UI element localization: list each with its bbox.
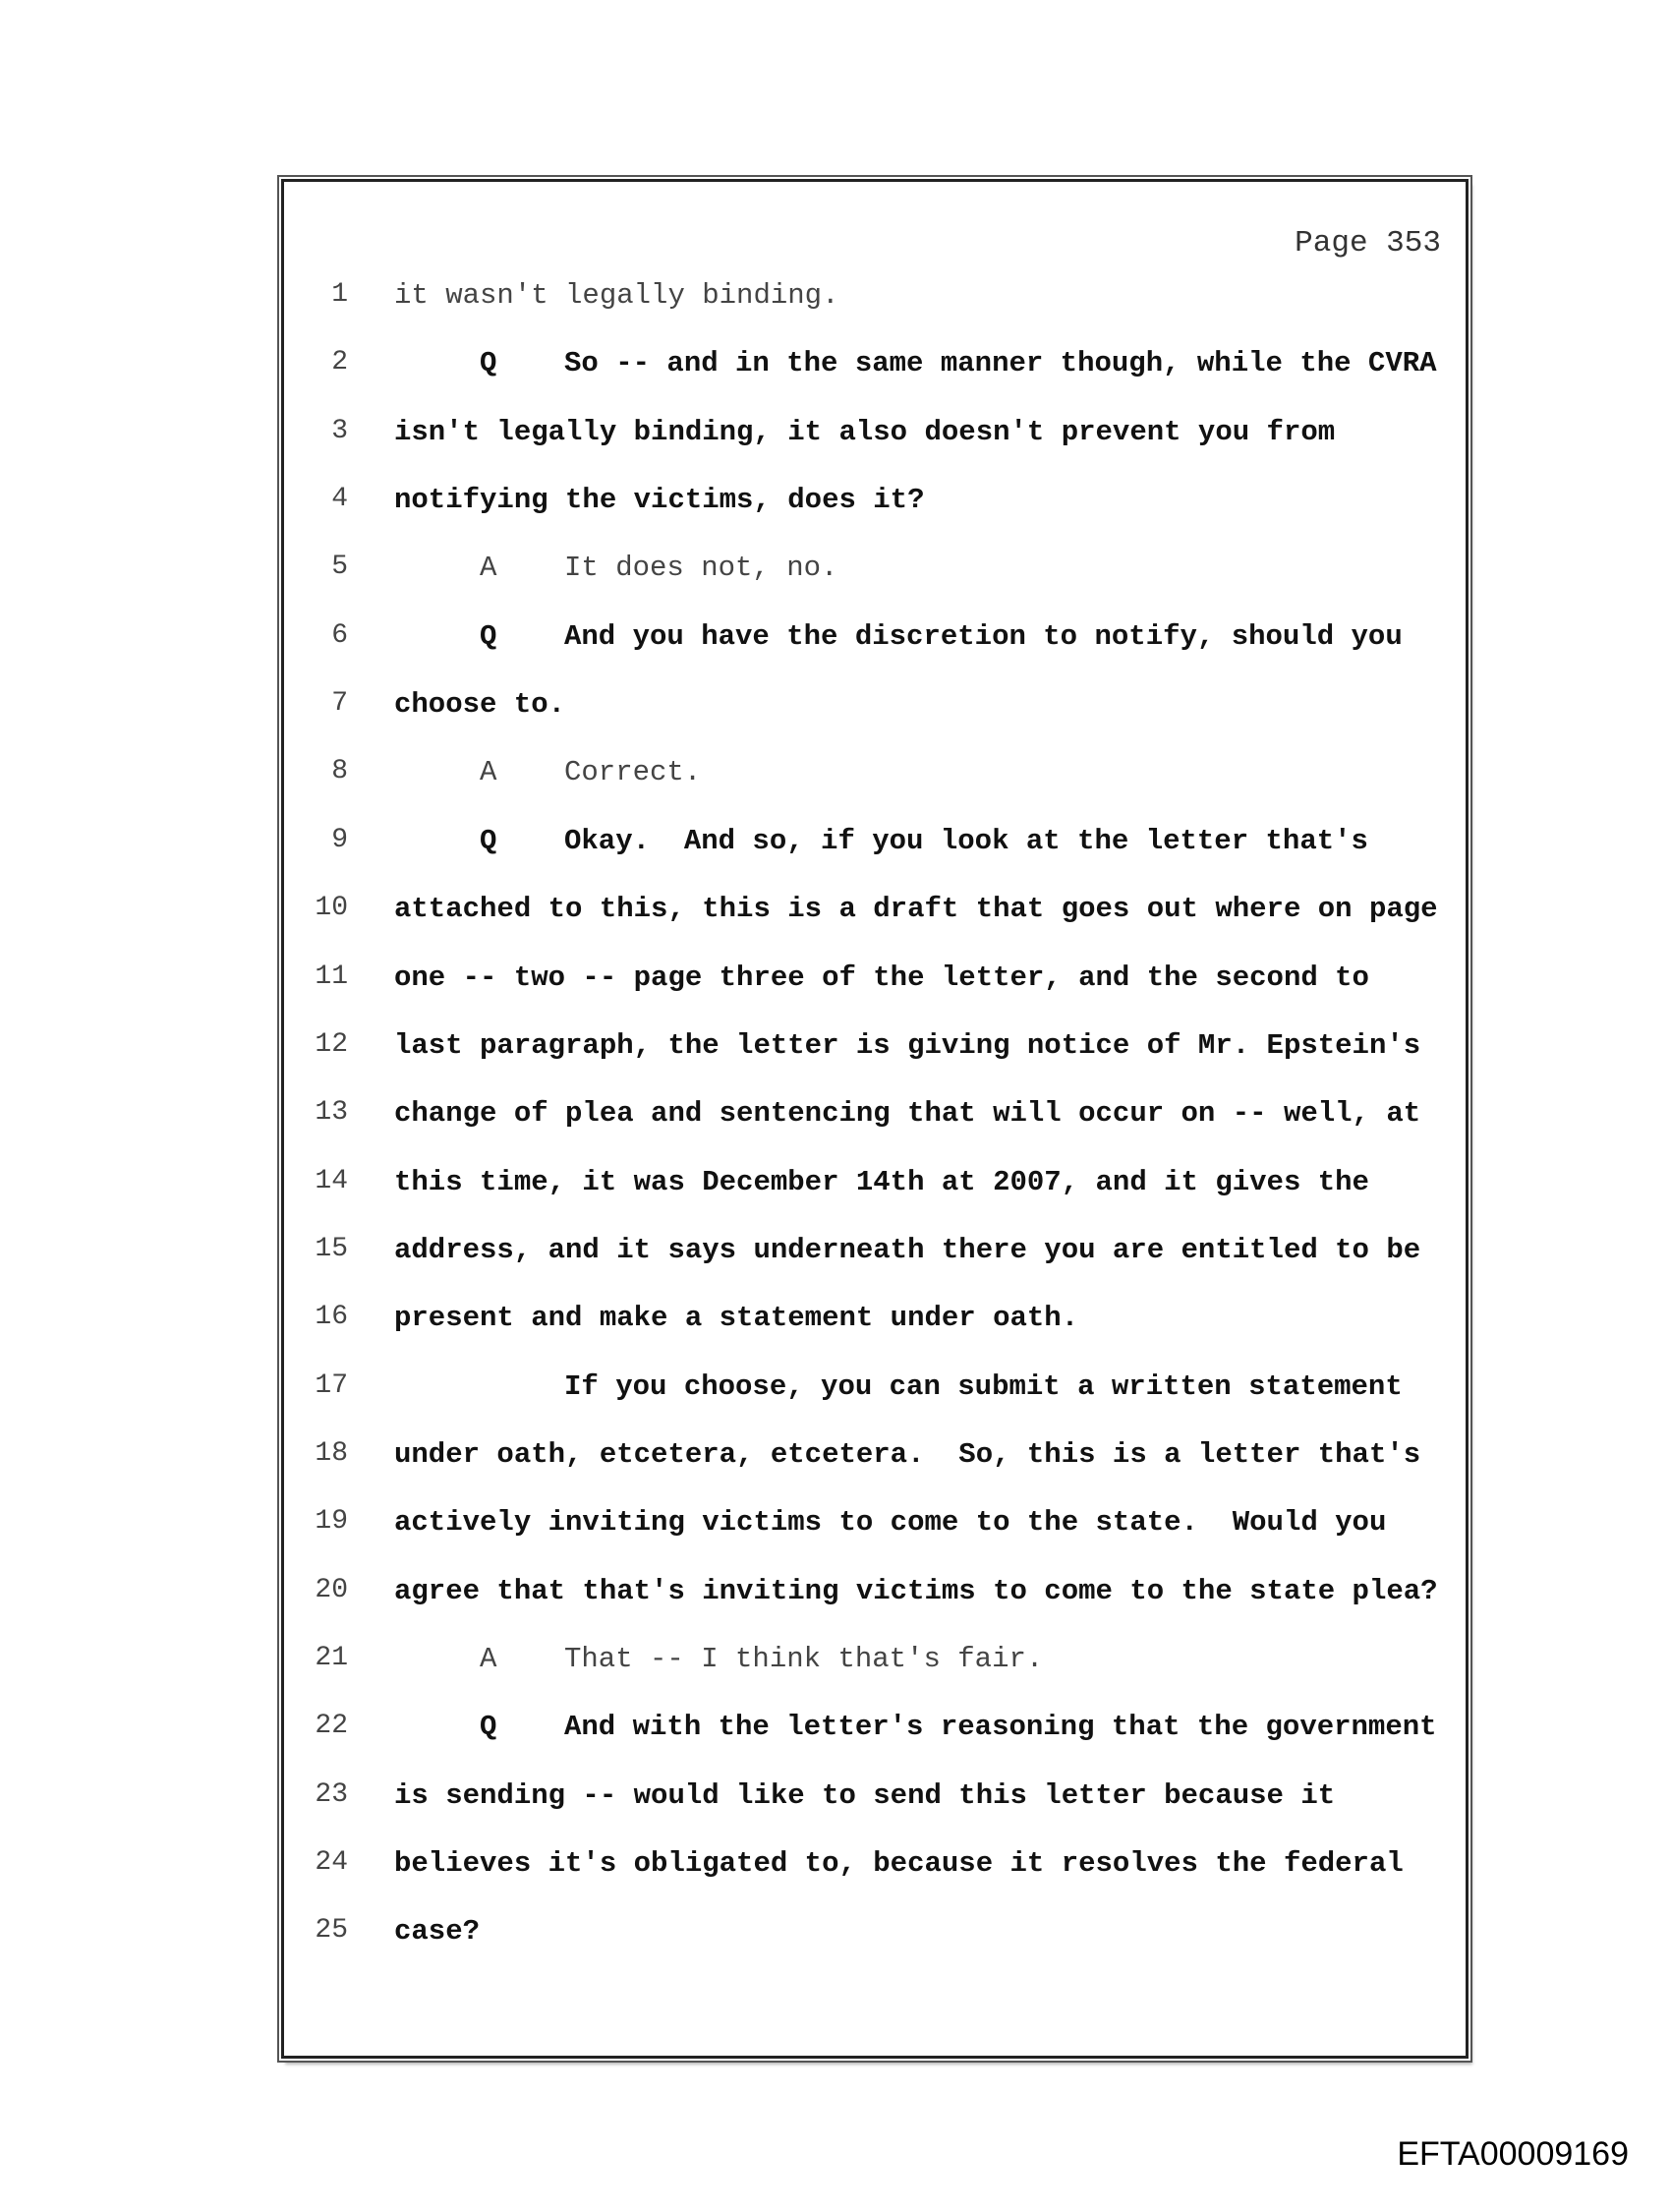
line-text: attached to this, this is a draft that goes out where on page (394, 893, 1438, 926)
speaker-label: A (480, 552, 497, 585)
line-text: present and make a statement under oath. (394, 1302, 1079, 1335)
line-text: this time, it was December 14th at 2007, and it gives the (394, 1165, 1369, 1198)
bates-stamp: EFTA00009169 (1397, 2135, 1629, 2173)
line-number: 5 (331, 552, 348, 583)
page-number: Page 353 (1295, 226, 1441, 261)
line-text: address, and it says underneath there you are entitled to be (394, 1233, 1421, 1266)
line-text: It does not, no. (564, 552, 838, 585)
line-number: 7 (331, 688, 348, 720)
line-number: 19 (315, 1506, 348, 1538)
line-number: 21 (315, 1643, 348, 1673)
line-number: 8 (331, 756, 348, 787)
line-text: If you choose, you can submit a written statement (564, 1369, 1403, 1403)
line-text: Okay. And so, if you look at the letter that's (564, 824, 1368, 857)
line-number: 17 (315, 1369, 348, 1401)
speaker-label: A (480, 1643, 497, 1675)
line-text: actively inviting victims to come to the state. Would you (394, 1506, 1387, 1540)
speaker-label: Q (480, 619, 497, 653)
line-text: And with the letter's reasoning that the government (564, 1711, 1437, 1744)
line-text: notifying the victims, does it? (394, 484, 925, 517)
speaker-label: Q (480, 1711, 497, 1744)
line-text: choose to. (394, 688, 566, 722)
line-text: And you have the discretion to notify, should you (564, 619, 1403, 653)
line-text: isn't legally binding, it also doesn't prevent you from (394, 415, 1336, 448)
line-number: 15 (315, 1233, 348, 1264)
line-number: 18 (315, 1437, 348, 1469)
line-number: 24 (315, 1847, 348, 1879)
line-number: 10 (315, 893, 348, 924)
line-number: 14 (315, 1165, 348, 1196)
line-number: 11 (315, 960, 348, 992)
line-text: one -- two -- page three of the letter, and the second to (394, 960, 1369, 994)
line-number: 2 (331, 347, 348, 378)
line-text: change of plea and sentencing that will occur on -- well, at (394, 1097, 1421, 1131)
line-number: 3 (331, 415, 348, 446)
line-number: 13 (315, 1097, 348, 1129)
line-number: 6 (331, 619, 348, 651)
speaker-label: Q (480, 824, 497, 857)
line-text: Correct. (564, 756, 702, 789)
line-text: last paragraph, the letter is giving notice of Mr. Epstein's (394, 1028, 1421, 1062)
line-text: believes it's obligated to, because it resolves the federal (394, 1847, 1404, 1881)
line-number: 9 (331, 824, 348, 855)
line-text: agree that that's inviting victims to come to the state plea? (394, 1574, 1438, 1607)
line-number: 20 (315, 1574, 348, 1605)
line-number: 16 (315, 1302, 348, 1333)
line-number: 12 (315, 1028, 348, 1060)
line-text: is sending -- would like to send this letter because it (394, 1778, 1336, 1812)
line-text: it wasn't legally binding. (394, 279, 839, 312)
line-text: So -- and in the same manner though, while the CVRA (564, 347, 1437, 380)
line-number: 25 (315, 1915, 348, 1947)
speaker-label: Q (480, 347, 497, 380)
line-number: 1 (331, 279, 348, 310)
line-text: That -- I think that's fair. (564, 1643, 1044, 1675)
speaker-label: A (480, 756, 497, 789)
line-text: case? (394, 1915, 481, 1949)
line-number: 22 (315, 1711, 348, 1742)
line-text: under oath, etcetera, etcetera. So, this is a letter that's (394, 1437, 1421, 1471)
line-number: 4 (331, 484, 348, 515)
line-number: 23 (315, 1778, 348, 1810)
